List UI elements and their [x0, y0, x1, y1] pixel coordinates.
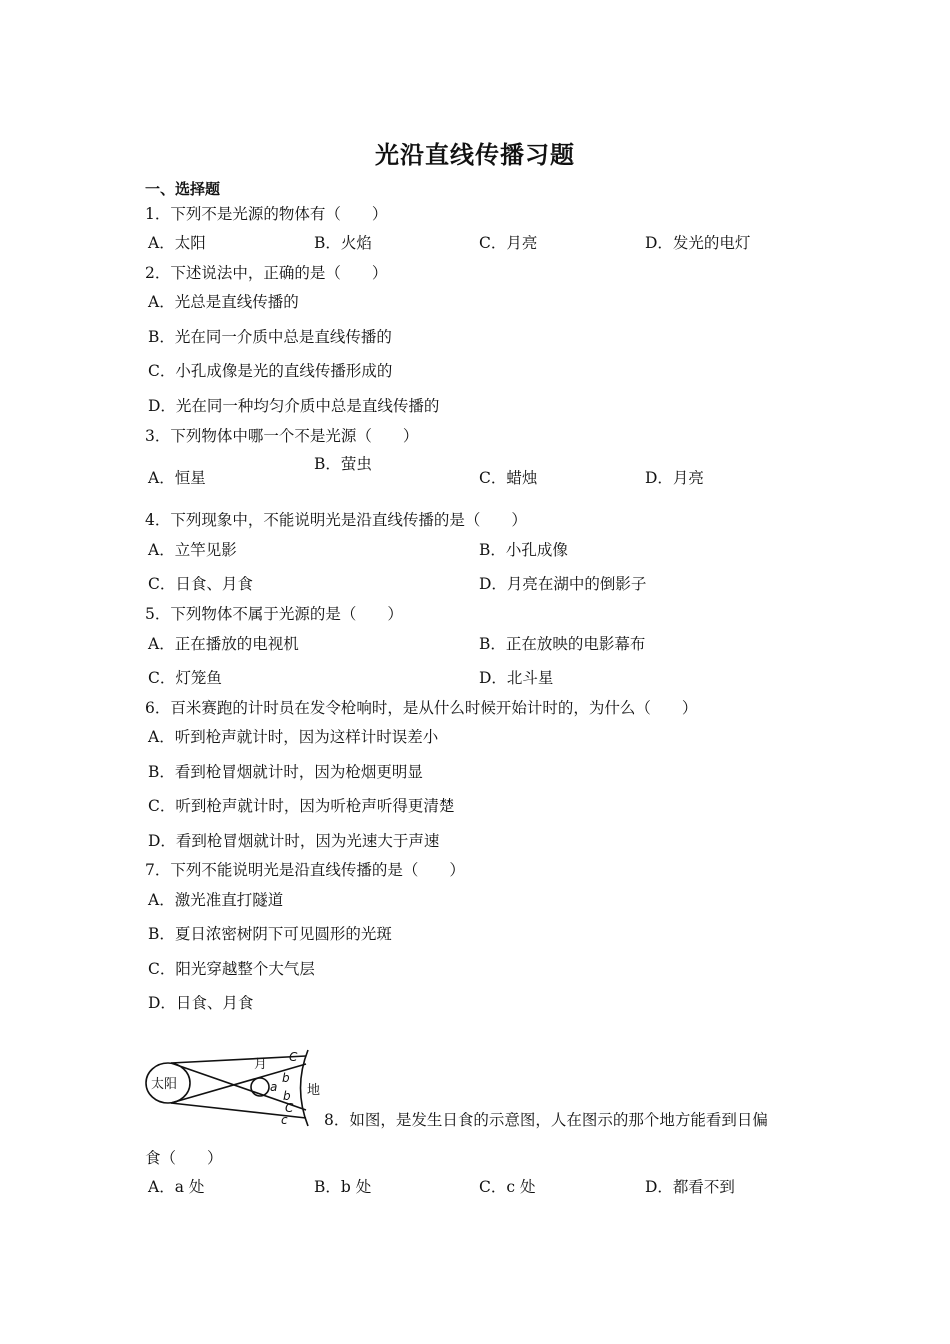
- q8-option-d: D．都看不到: [645, 1178, 735, 1196]
- question-stem-8-continued: 食（ ）: [145, 1149, 223, 1167]
- moon-label: 月: [254, 1057, 268, 1072]
- q8-option-c: C．c 处: [479, 1178, 536, 1196]
- question-stem-8: 8．如图，是发生日食的示意图，人在图示的那个地方能看到日偏: [324, 1111, 768, 1129]
- region-b-top: b: [282, 1071, 290, 1085]
- earth-label: 地: [307, 1083, 321, 1098]
- q6-option-d: D．看到枪冒烟就计时，因为光速大于声速: [148, 832, 440, 850]
- q5-option-a: A．正在播放的电视机: [148, 635, 299, 653]
- q7-option-b: B．夏日浓密树阴下可见圆形的光斑: [148, 925, 392, 943]
- q6-option-a: A．听到枪声就计时，因为这样计时误差小: [148, 728, 439, 746]
- q4-option-d: D．月亮在湖中的倒影子: [479, 575, 647, 593]
- q1-option-d: D．发光的电灯: [645, 234, 751, 252]
- q7-option-d: D．日食、月食: [148, 994, 254, 1012]
- region-c-label: c: [281, 1113, 288, 1127]
- q3-option-b: B．萤虫: [314, 455, 372, 473]
- solar-eclipse-diagram: [143, 1048, 325, 1128]
- q1-option-a: A．太阳: [148, 234, 206, 252]
- q2-option-c: C．小孔成像是光的直线传播形成的: [148, 362, 393, 380]
- q3-option-c: C．蜡烛: [479, 469, 538, 487]
- q4-option-a: A．立竿见影: [148, 541, 237, 559]
- question-stem-5: 5．下列物体不属于光源的是（ ）: [145, 605, 403, 623]
- question-stem-6: 6．百米赛跑的计时员在发令枪响时，是从什么时候开始计时的，为什么（ ）: [145, 699, 698, 717]
- page-title: 光沿直线传播习题: [375, 140, 575, 169]
- q2-option-d: D．光在同一种均匀介质中总是直线传播的: [148, 397, 440, 415]
- q5-option-c: C．灯笼鱼: [148, 669, 222, 687]
- q4-option-b: B．小孔成像: [479, 541, 568, 559]
- q6-option-b: B．看到枪冒烟就计时，因为枪烟更明显: [148, 763, 423, 781]
- q7-option-c: C．阳光穿越整个大气层: [148, 960, 315, 978]
- q1-option-b: B．火焰: [314, 234, 372, 252]
- question-stem-1: 1．下列不是光源的物体有（ ）: [145, 205, 388, 223]
- region-c-top: C: [289, 1050, 298, 1064]
- question-stem-4: 4．下列现象中，不能说明光是沿直线传播的是（ ）: [145, 511, 527, 529]
- q3-option-a: A．恒星: [148, 469, 206, 487]
- q8-option-a: A．a 处: [148, 1178, 205, 1196]
- q7-option-a: A．激光准直打隧道: [148, 891, 284, 909]
- region-b-bottom: b: [283, 1089, 291, 1103]
- q5-option-d: D．北斗星: [479, 669, 554, 687]
- region-a: a: [270, 1080, 278, 1094]
- question-stem-3: 3．下列物体中哪一个不是光源（ ）: [145, 427, 419, 445]
- q5-option-b: B．正在放映的电影幕布: [479, 635, 646, 653]
- q2-option-b: B．光在同一介质中总是直线传播的: [148, 328, 392, 346]
- region-c-bottom: C: [285, 1101, 294, 1115]
- question-stem-2: 2．下述说法中，正确的是（ ）: [145, 264, 388, 282]
- q6-option-c: C．听到枪声就计时，因为听枪声听得更清楚: [148, 797, 455, 815]
- question-stem-7: 7．下列不能说明光是沿直线传播的是（ ）: [145, 861, 465, 879]
- q4-option-c: C．日食、月食: [148, 575, 253, 593]
- q8-option-b: B．b 处: [314, 1178, 372, 1196]
- q2-option-a: A．光总是直线传播的: [148, 293, 299, 311]
- q3-option-d: D．月亮: [645, 469, 704, 487]
- q1-option-c: C．月亮: [479, 234, 538, 252]
- sun-label: 太阳: [151, 1077, 178, 1092]
- section-heading: 一、选择题: [145, 180, 221, 198]
